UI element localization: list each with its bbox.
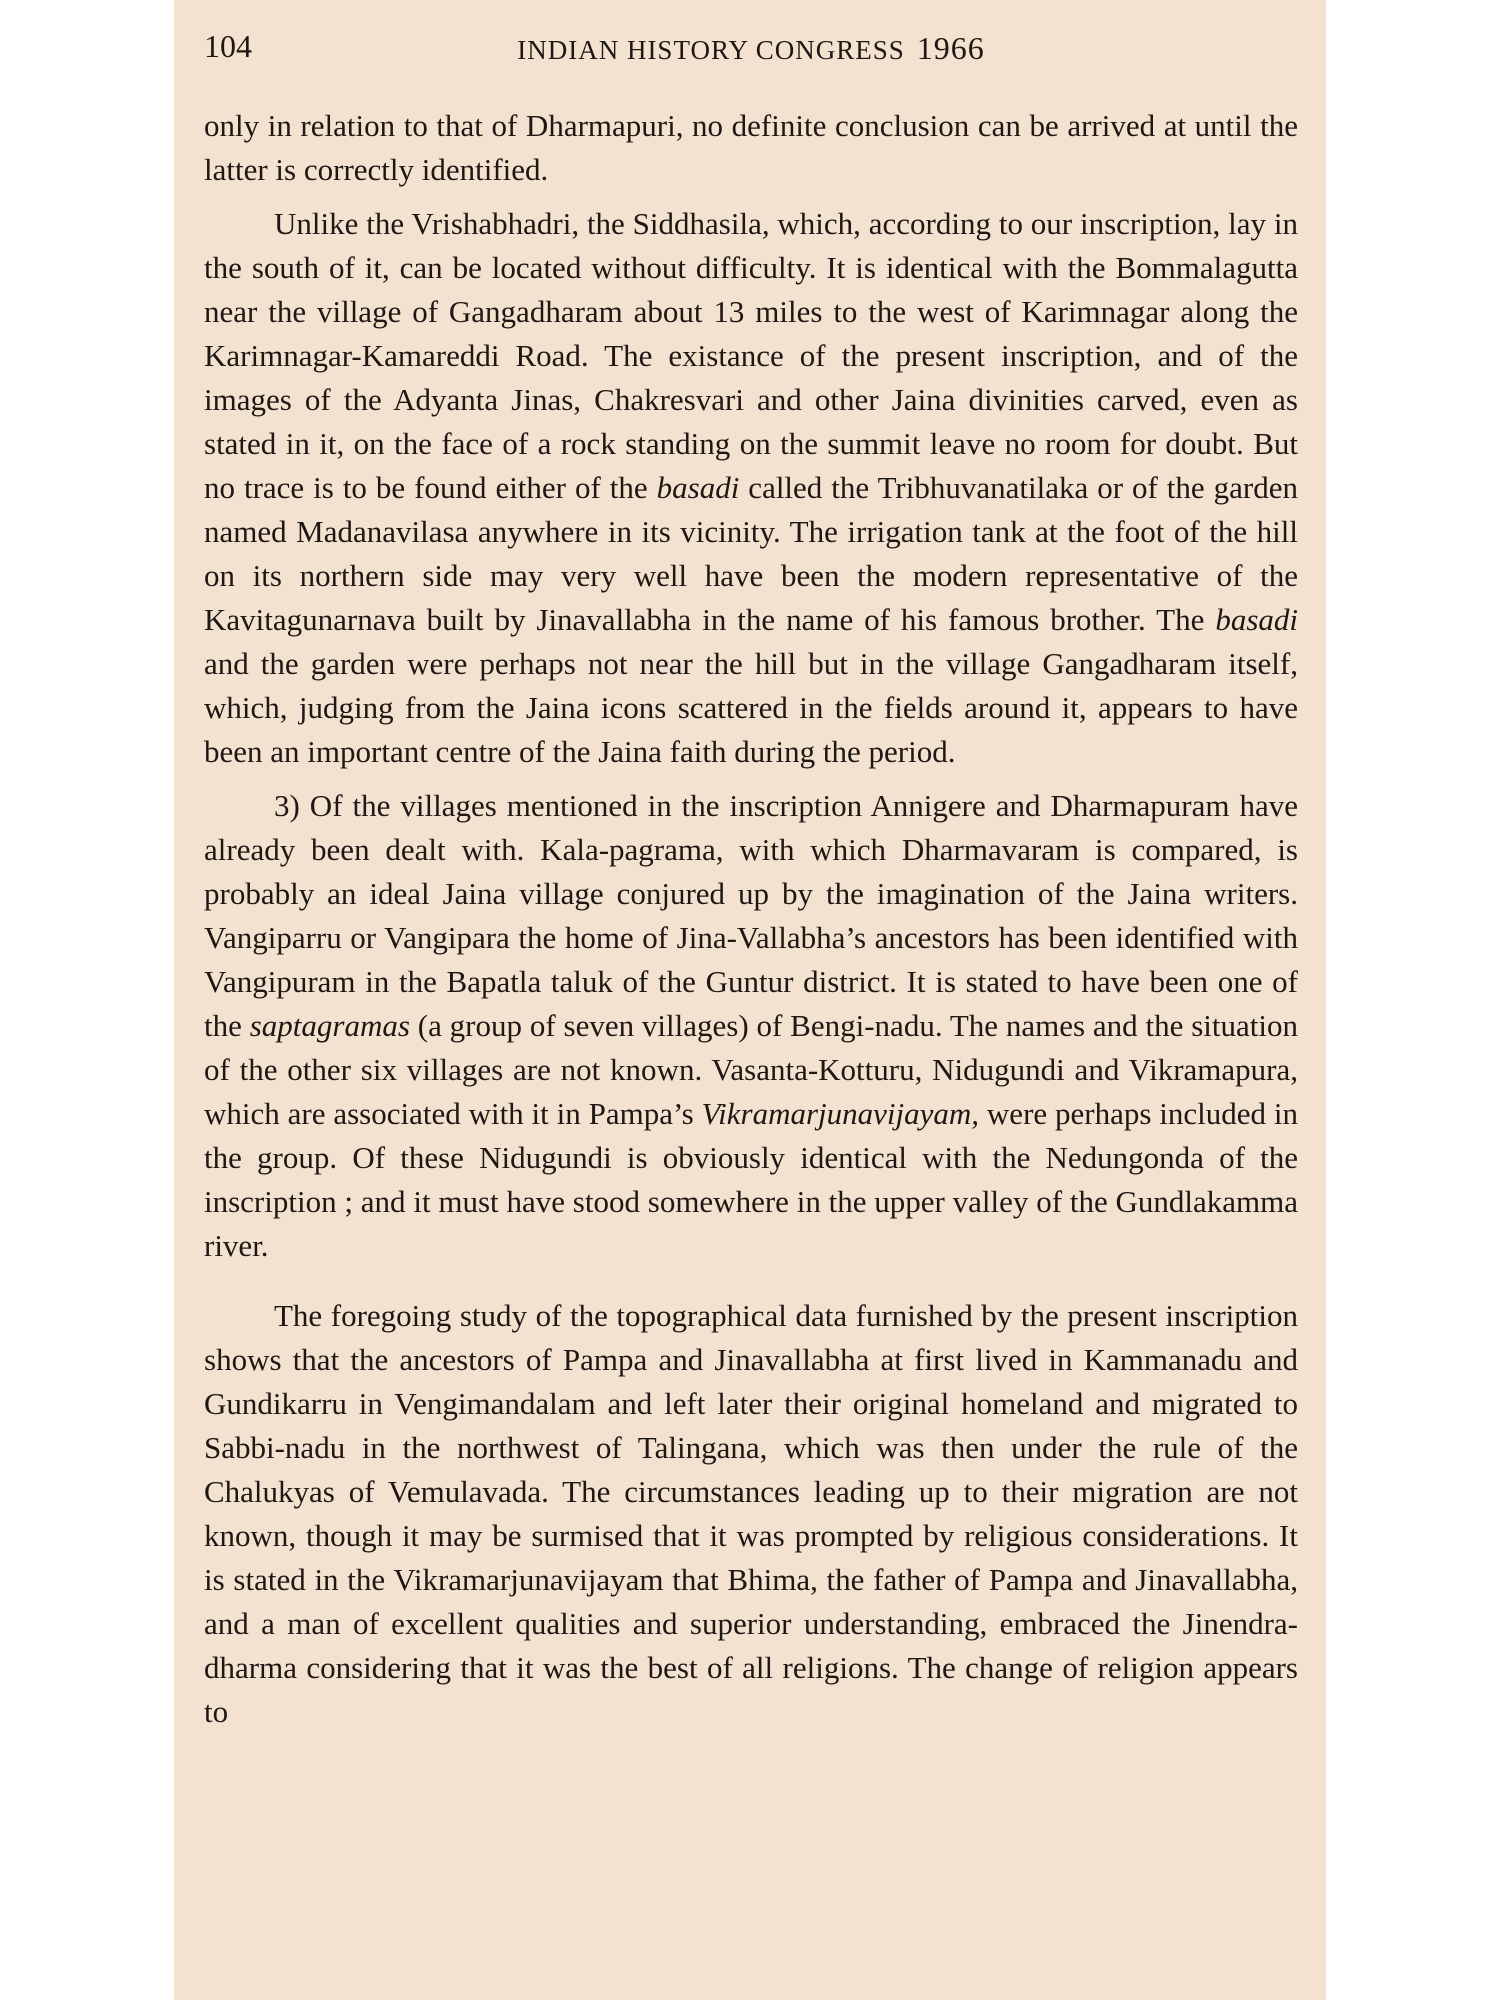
paragraph-text: only in relation to that of Dharmapuri, no definite conclusion can be arrived at until the latter is correctly identified. bbox=[204, 108, 1298, 187]
italic-term: basadi bbox=[656, 470, 740, 505]
paragraph-text: 3) Of the villages mentioned in the inscription Annigere and Dharmapuram have already been dealt with. Kala-pagrama, with which Dharmavaram is compared, is probably an ideal Jaina village conjured up by the imagination of the Jaina writers. Vangiparru or Vangipara the home of Jina-Vallabha’s ancestors has been identified with Vangipuram in the Bapatla taluk of the Guntur district. It is stated to have been one of the bbox=[204, 788, 1298, 1043]
paragraph-text: called the Tribhuvanatilaka or of the garden named Madanavilasa anywhere in its vicinity. The irrigation tank at the foot of the hill on its northern side may very well have been the modern representative of the Kavitagunarnava built by Jinavallabha in the name of his famous brother. The bbox=[204, 470, 1298, 637]
paragraph-3 bbox=[204, 784, 1298, 1268]
body-text bbox=[204, 104, 1298, 1734]
book-page bbox=[174, 0, 1326, 2000]
italic-term: Vikramarjunavijayam, bbox=[701, 1096, 980, 1131]
paragraph-text: (a group of seven villages) of Bengi-nadu. The names and the situation of the other six villages are not known. Vasanta-Kotturu, Nidugundi and Vikramapura, which are associated with it in Pampa’s bbox=[204, 1008, 1299, 1131]
italic-term: saptagramas bbox=[249, 1008, 410, 1043]
paragraph-text: The foregoing study of the topographical data furnished by the present inscription shows that the ancestors of Pampa and Jinavallabha at first lived in Kammanadu and Gundikarru in Vengimandalam and left later their original homeland and migrated to Sabbi-nadu in the northwest of Talingana, which was then under the rule of the Chalukyas of Vemulavada. The circumstances leading up to their migration are not known, though it may be surmised that it was prompted by religious considerations. It is stated in the Vikramarjunavijayam that Bhima, the father of Pampa and Jinavallabha, and a man of excellent qualities and superior understanding, embraced the Jinendra-dharma considering that it was the best of all religions. The change of religion appears to bbox=[204, 1298, 1298, 1729]
paragraph-text: were perhaps included in the group. Of these Nidugundi is obviously identical with the Nedungonda of the inscription ; and it must have stood somewhere in the upper valley of the Gundlakamma river. bbox=[204, 1096, 1298, 1263]
running-title bbox=[204, 30, 1298, 67]
running-title-year: 1966 bbox=[916, 30, 985, 66]
paragraph-4 bbox=[204, 1294, 1298, 1734]
running-title-text: INDIAN HISTORY CONGRESS bbox=[517, 35, 905, 65]
page-number: 104 bbox=[204, 28, 252, 64]
page-header bbox=[204, 22, 1298, 86]
paragraph-2 bbox=[204, 202, 1298, 774]
italic-term: basadi bbox=[1215, 602, 1298, 637]
paragraph-1 bbox=[204, 104, 1298, 192]
paragraph-text: and the garden were perhaps not near the hill but in the village Gangadharam itself, which, judging from the Jaina icons scattered in the fields around it, appears to have been an important centre of the Jaina faith during the period. bbox=[204, 646, 1298, 769]
paragraph-text: Unlike the Vrishabhadri, the Siddhasila, which, according to our inscription, lay in the south of it, can be located without difficulty. It is identical with the Bommalagutta near the village of Gangadharam about 13 miles to the west of Karimnagar along the Karimnagar-Kamareddi Road. The existance of the present inscription, and of the images of the Adyanta Jinas, Chakresvari and other Jaina divinities carved, even as stated in it, on the face of a rock standing on the summit leave no room for doubt. But no trace is to be found either of the bbox=[204, 206, 1298, 505]
